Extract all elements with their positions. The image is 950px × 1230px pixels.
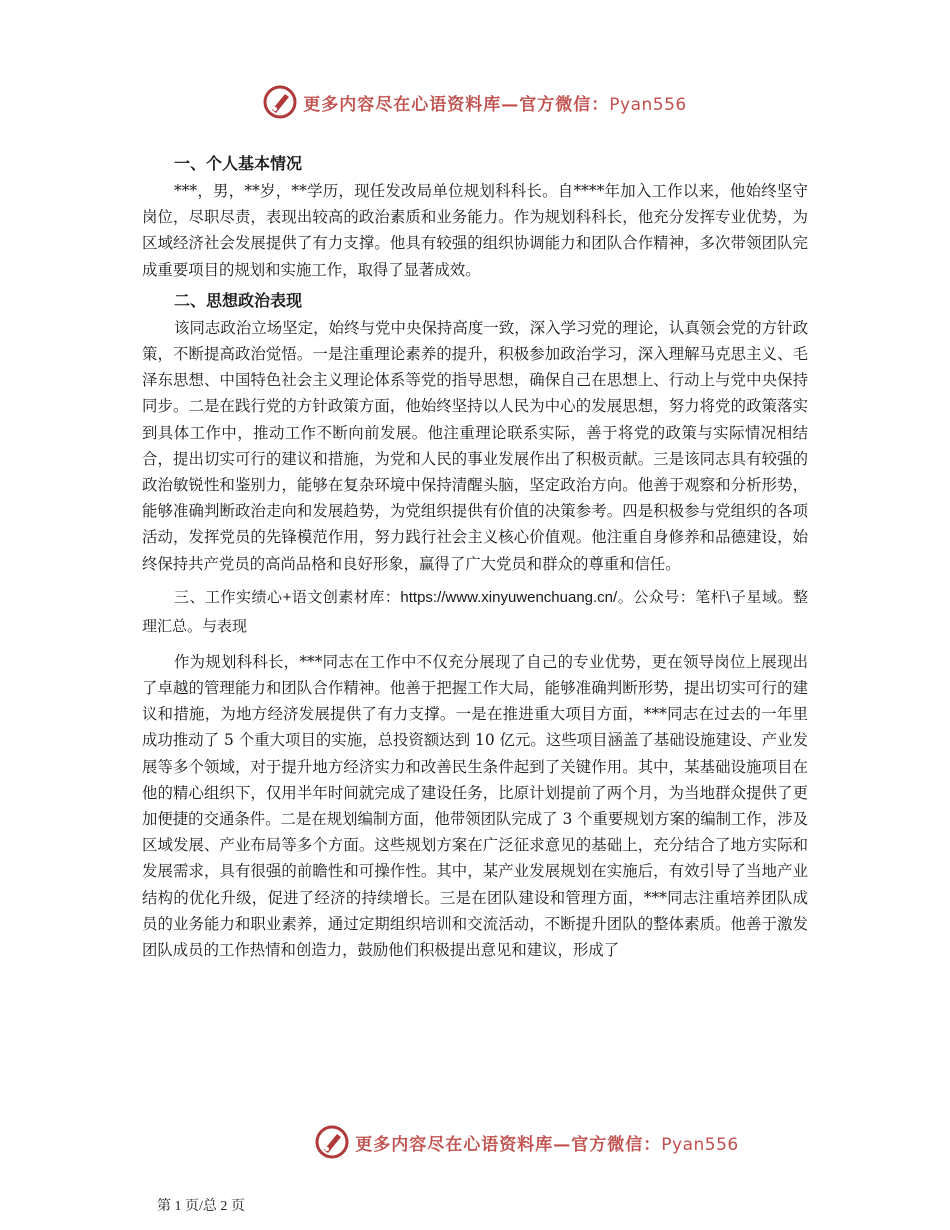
section-heading-3: 三、工作实绩心+语文创素材库：https://www.xinyuwenchuang.cn/。公众号：笔杆\子星域。整理汇总。与表现 [142, 588, 808, 635]
section-heading-1: 一、个人基本情况 [174, 154, 303, 173]
header-banner [0, 82, 950, 122]
page-number: 第 1 页/总 2 页 [157, 1199, 245, 1214]
section-paragraph-1: ***，男，**岁，**学历，现任发改局单位规划科科长。自****年加入工作以来，他始终坚守岗位，尽职尽责，表现出较高的政治素质和业务能力。作为规划科科长，他充分发挥专业优势，为区域经济社会发展提供了有力支撑。他具有较强的组织协调能力和团队合作精神，多次带领团队完成重要项目的规划和实施工作，取得了显著成效。 [142, 182, 808, 279]
section-heading-2: 二、思想政治表现 [174, 290, 303, 310]
pen-logo-icon [315, 1125, 349, 1159]
footer-banner [52, 1122, 950, 1162]
banner-text: 更多内容尽在心语资料库—官方微信：Pyan556 [355, 1134, 739, 1155]
document-body [142, 150, 808, 963]
section-paragraph-2: 该同志政治立场坚定，始终与党中央保持高度一致，深入学习党的理论，认真领会党的方针政策，不断提高政治觉悟。一是注重理论素养的提升，积极参加政治学习，深入理解马克思主义、毛泽东思想、中国特色社会主义理论体系等党的指导思想，确保自己在思想上、行动上与党中央保持同步。二是在践行党的方针政策方面，他始终坚持以人民为中心的发展思想，努力将党的政策落实到具体工作中，推动工作不断向前发展。他注重理论联系实际，善于将党的政策与实际情况相结合，提出切实可行的建议和措施，为党和人民的事业发展作出了积极贡献。三是该同志具有较强的政治敏锐性和鉴别力，能够在复杂环境中保持清醒头脑，坚定政治方向。他善于观察和分析形势，能够准确判断政治走向和发展趋势，为党组织提供有价值的决策参考。四是积极参与党组织的各项活动，发挥党员的先锋模范作用，努力践行社会主义核心价值观。他注重自身修养和品德建设，始终保持共产党员的高尚品格和良好形象，赢得了广大党员和群众的尊重和信任。 [142, 318, 808, 573]
section-paragraph-3: 作为规划科科长，***同志在工作中不仅充分展现了自己的专业优势，更在领导岗位上展现出了卓越的管理能力和团队合作精神。他善于把握工作大局，能够准确判断形势，提出切实可行的建议和措施，为地方经济发展提供了有力支撑。一是在推进重大项目方面，***同志在过去的一年里成功推动了 5 个重大项目的实施，总投资额达到 10 亿元。这些项目涵盖了基础设施建设、产业发展等多个领域，对于提升地方经济实力和改善民生条件起到了关键作用。其中，某基础设施项目在他的精心组织下，仅用半年时间就完成了建设任务，比原计划提前了两个月，为当地群众提供了更加便捷的交通条件。二是在规划编制方面，他带领团队完成了 3 个重要规划方案的编制工作，涉及区域发展、产业布局等多个方面。这些规划方案在广泛征求意见的基础上，充分结合了地方实际和发展需求，具有很强的前瞻性和可操作性。其中，某产业发展规划在实施后，有效引导了当地产业结构的优化升级，促进了经济的持续增长。三是在团队建设和管理方面，***同志注重培养团队成员的业务能力和职业素养，通过定期组织培训和交流活动，不断提升团队的整体素质。他善于激发团队成员的工作热情和创造力，鼓励他们积极提出意见和建议，形成了 [142, 652, 808, 960]
banner-text: 更多内容尽在心语资料库—官方微信：Pyan556 [303, 94, 687, 115]
pen-logo-icon [263, 85, 297, 119]
